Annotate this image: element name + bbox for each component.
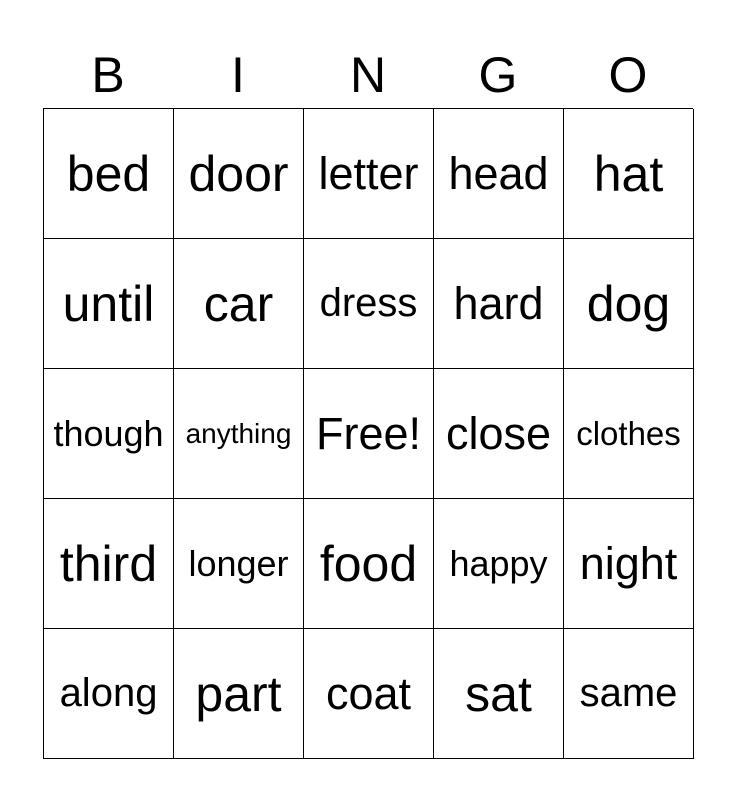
bingo-cell[interactable]: head xyxy=(434,109,564,239)
bingo-cell[interactable]: hat xyxy=(564,109,694,239)
bingo-cell[interactable]: along xyxy=(44,629,174,759)
bingo-cell[interactable]: until xyxy=(44,239,174,369)
bingo-cell[interactable]: dress xyxy=(304,239,434,369)
bingo-cell[interactable]: car xyxy=(174,239,304,369)
bingo-cell[interactable]: hard xyxy=(434,239,564,369)
bingo-cell[interactable]: clothes xyxy=(564,369,694,499)
bingo-cell[interactable]: dog xyxy=(564,239,694,369)
bingo-cell[interactable]: food xyxy=(304,499,434,629)
bingo-cell[interactable]: third xyxy=(44,499,174,629)
bingo-cell[interactable]: though xyxy=(44,369,174,499)
header-letter-o: O xyxy=(608,47,648,103)
bingo-cell[interactable]: longer xyxy=(174,499,304,629)
bingo-cell[interactable]: close xyxy=(434,369,564,499)
header-letter-n: N xyxy=(349,47,387,103)
bingo-header xyxy=(43,40,693,108)
header-letter-b: B xyxy=(91,47,125,103)
bingo-cell[interactable]: coat xyxy=(304,629,434,759)
header-letter-i: I xyxy=(231,47,245,103)
bingo-card xyxy=(43,40,693,759)
bingo-cell[interactable]: part xyxy=(174,629,304,759)
bingo-cell[interactable]: sat xyxy=(434,629,564,759)
free-space-cell[interactable]: Free! xyxy=(304,369,434,499)
bingo-cell[interactable]: night xyxy=(564,499,694,629)
bingo-cell[interactable]: bed xyxy=(44,109,174,239)
bingo-cell[interactable]: happy xyxy=(434,499,564,629)
bingo-grid xyxy=(43,108,693,759)
bingo-cell[interactable]: same xyxy=(564,629,694,759)
bingo-cell[interactable]: door xyxy=(174,109,304,239)
bingo-cell[interactable]: anything xyxy=(174,369,304,499)
header-letter-g: G xyxy=(478,47,518,103)
bingo-cell[interactable]: letter xyxy=(304,109,434,239)
